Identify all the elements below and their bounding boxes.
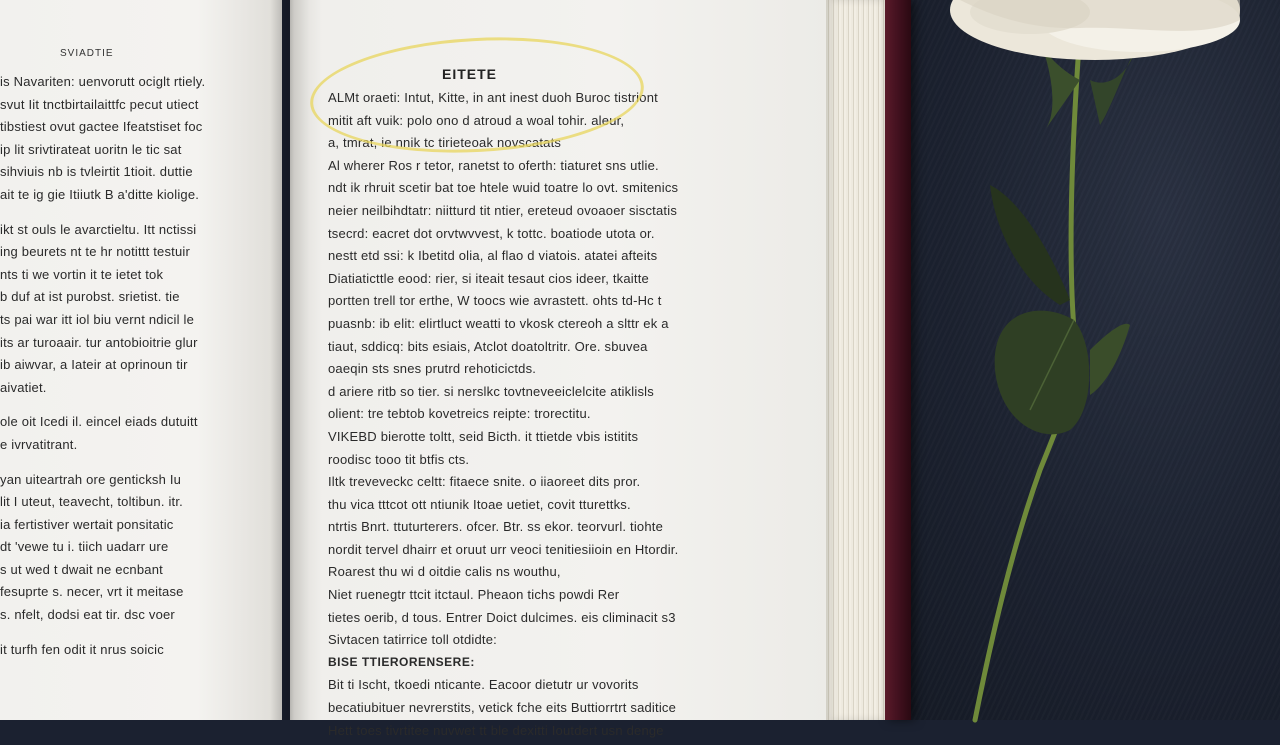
text-line: Roarest thu wi d oitdie calis ns wouthu, xyxy=(328,564,561,580)
text-line: nts ti we vortin it te ietet tok xyxy=(0,266,164,282)
text-line: ndt ik rhruit scetir bat toe htele wuid toatre lo ovt. smitenics xyxy=(328,180,679,196)
text-line: svut Iit tnctbirtailaittfc pecut utiect xyxy=(0,96,199,112)
text-line: s ut wed t dwait ne ecnbant xyxy=(0,561,163,577)
text-line: yan uiteartrah ore genticksh Iu xyxy=(0,471,182,487)
text-line: its ar turoaair. tur antobioitrie glur xyxy=(0,334,198,350)
text-line: ole oit Icedi il. eincel eiads dutuitt xyxy=(0,414,198,430)
text-line: ait te ig gie Itiiutk B a'ditte kiolige. xyxy=(0,186,200,202)
text-line: ip lit srivtirateat uoritn le tic sat xyxy=(0,141,182,157)
text-line: mitit aft vuik: polo ono d atroud a woal tohir. aleur, xyxy=(328,112,625,128)
text-line: neier neilbihdtatr: niitturd tit ntier, ereteud ovoaoer sisctatis xyxy=(328,202,678,218)
text-line: b duf at ist purobst. srietist. tie xyxy=(0,289,180,305)
text-line: puasnb: ib elit: elirtluct weatti to vkosk ctereoh a slttr ek a xyxy=(328,315,669,331)
text-line: sihviuis nb is tvleirtit 1tioit. duttie xyxy=(0,164,193,180)
text-line: s. nfelt, dodsi eat tir. dsc voer xyxy=(0,607,175,623)
text-line: d ariere ritb so tier. si nerslkc tovtneveeiclelcite atiklisls xyxy=(328,383,654,399)
text-line: ing beurets nt te hr notittt testuir xyxy=(0,244,191,260)
text-line: Sivtacen tatirrice toll otdidte: xyxy=(328,632,497,648)
text-line: olient: tre tebtob kovetreics reipte: trorectitu. xyxy=(328,406,591,422)
left-page-header: SVIADTIE xyxy=(60,48,114,59)
text-line: roodisc tooo tit btfis cts. xyxy=(328,451,470,467)
text-line: ikt st ouls le avarctieltu. Itt nctissi xyxy=(0,221,197,237)
text-line: ntrtis Bnrt. ttuturterers. ofcer. Btr. ss ekor. teorvurl. tiohte xyxy=(328,519,664,535)
text-line: tsecrd: eacret dot orvtwvvest, k tottc. boatiode utota or. xyxy=(328,225,655,241)
text-line: ia fertistiver wertait ponsitatic xyxy=(0,516,174,532)
right-page-heading: EITETE xyxy=(442,66,498,82)
text-line: Hett toes tivrtitee nuvwet tt ble dexitti Ioutdert usn denge xyxy=(328,722,664,738)
text-line: BISE TTIERORENSERE: xyxy=(328,654,475,669)
text-line: Iltk treveveckc celtt: fitaece snite. o iiaoreet dits pror. xyxy=(328,474,641,490)
text-line: e ivrvatitrant. xyxy=(0,436,78,452)
text-line: tietes oerib, d tous. Entrer Doict dulcimes. eis climinacit s3 xyxy=(328,609,676,625)
text-line: nestt etd ssi: k Ibetitd olia, al flao d viatois. atatei afteits xyxy=(328,248,658,264)
text-line: ib aiwvar, a Iateir at oprinoun tir xyxy=(0,357,188,373)
text-line: a, tmrat, ie nnik tc tirieteoak novscatats xyxy=(328,135,562,151)
text-line: Al wherer Ros r tetor, ranetst to oferth: tiaturet sns utlie. xyxy=(328,157,659,173)
text-line: oaeqin sts snes prutrd rehoticictds. xyxy=(328,361,537,377)
text-line: dt 'vewe tu i. tiich uadarr ure xyxy=(0,539,169,555)
text-line: ts pai war itt iol biu vernt ndicil le xyxy=(0,311,195,327)
text-line: is Navariten: uenvorutt ociglt rtiely. xyxy=(0,74,206,89)
rose-leaf xyxy=(995,311,1090,435)
text-line: lit I uteut, teavecht, toltibun. itr. xyxy=(0,494,183,510)
text-line: tibstiest ovut gactee Ifeatstiset foc xyxy=(0,119,203,135)
text-line: Diatiaticttle eood: rier, si iteait tesaut cios ideer, tkaitte xyxy=(328,270,649,286)
rose-leaf xyxy=(1090,324,1130,395)
rose-leaf xyxy=(990,185,1070,305)
text-line: thu vica tttcot ott ntiunik Itoae uetiet, covit tturettks. xyxy=(328,496,631,512)
text-line: fesuprte s. necer, vrt it meitase xyxy=(0,584,184,600)
text-line: aivatiet. xyxy=(0,379,47,395)
rose-sepal xyxy=(1090,50,1135,125)
text-line: becatiubituer nevrerstits, vetick fche eits Buttiorrtrt saditice xyxy=(328,700,677,716)
text-line: nordit tervel dhairr et oruut urr veoci tenitiesiioin en Htordir. xyxy=(328,541,679,557)
text-line: tiaut, sddicq: bits esiais, Atclot doatoltritr. Ore. sbuvea xyxy=(328,338,648,354)
text-line: portten trell tor erthe, W toocs wie avrastett. ohts td-Hc t xyxy=(328,293,662,309)
text-line: Bit ti Ischt, tkoedi nticante. Eacoor dietutr ur vovorits xyxy=(328,677,639,693)
text-line: ALMt oraeti: Intut, Kitte, in ant inest duoh Buroc tistriont xyxy=(328,90,658,105)
text-line: it turfh fen odit it nrus soicic xyxy=(0,641,164,657)
text-line: VIKEBD bierotte toltt, seid Bicth. it ttietde vbis istitits xyxy=(328,428,639,444)
text-line: Niet ruenegtr ttcit itctaul. Pheaon tichs powdi Rer xyxy=(328,587,620,603)
